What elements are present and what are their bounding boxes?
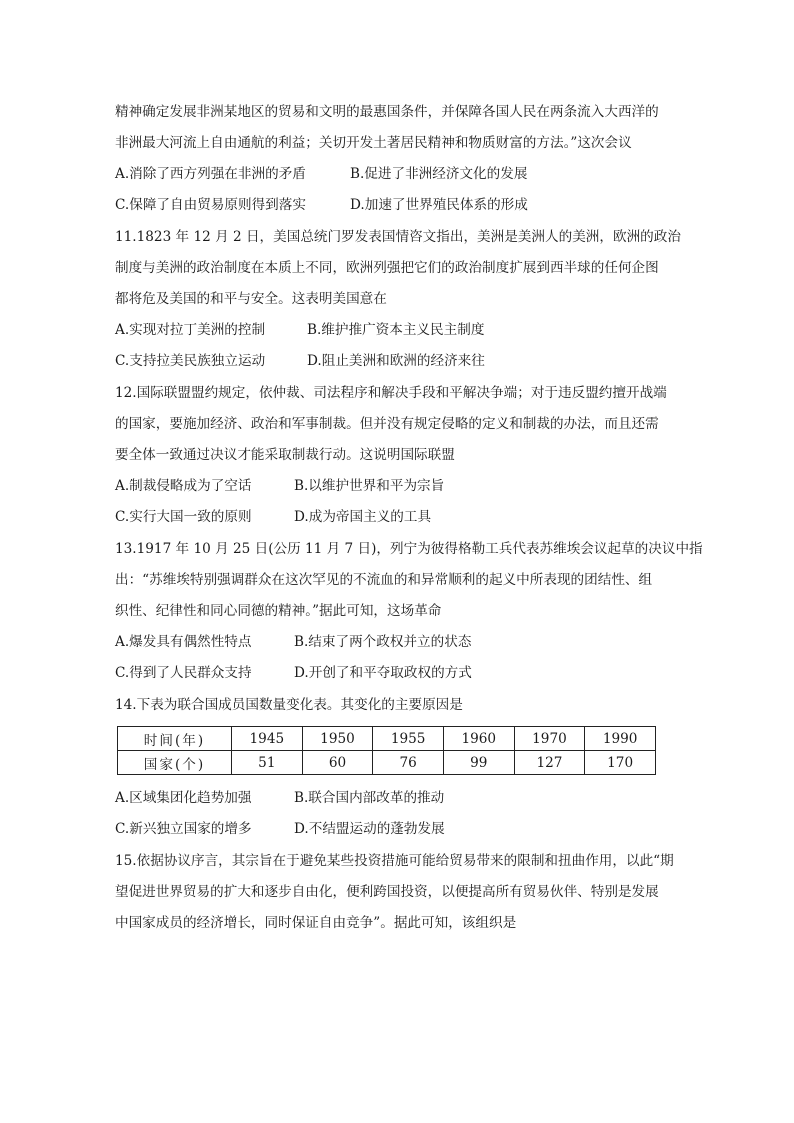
q13-option-c: C.得到了人民群众支持 bbox=[115, 665, 252, 681]
q11-option-c: C.支持拉美民族独立运动 bbox=[115, 353, 266, 369]
q11-option-b: B.维护推广资本主义民主制度 bbox=[307, 322, 485, 338]
q10-line-2: 非洲最大河流上自由通航的利益；关切开发土著居民精神和物质财富的方法。”这次会议 bbox=[115, 135, 632, 151]
q13-option-b: B.结束了两个政权并立的状态 bbox=[294, 634, 472, 650]
q10-line-1: 精神确定发展非洲某地区的贸易和文明的最惠国条件，并保障各国人民在两条流入大西洋的 bbox=[115, 104, 659, 120]
q15-line-3: 中国家成员的经济增长，同时保证自由竞争”。据此可知，该组织是 bbox=[115, 915, 517, 931]
table-cell-count: 76 bbox=[373, 751, 444, 775]
table-row-years bbox=[118, 727, 656, 751]
q13-option-d: D.开创了和平夺取政权的方式 bbox=[294, 665, 472, 681]
q11-line-2: 制度与美洲的政治制度在本质上不同，欧洲列强把它们的政治制度扩展到西半球的任何企图 bbox=[115, 260, 659, 276]
table-cell-year: 1950 bbox=[302, 727, 373, 751]
q15-line-1: 15.依据协议序言，其宗旨在于避免某些投资措施可能给贸易带来的限制和扭曲作用，以此“期 bbox=[115, 853, 674, 869]
q14-option-a: A.区域集团化趋势加强 bbox=[115, 790, 252, 806]
table-cell-count: 51 bbox=[232, 751, 303, 775]
q13-line-2: 出：“苏维埃特别强调群众在这次罕见的不流血的和异常顺利的起义中所表现的团结性、组 bbox=[115, 572, 653, 588]
table-cell-year: 1970 bbox=[514, 727, 585, 751]
table-cell-count: 60 bbox=[302, 751, 373, 775]
q13-line-3: 织性、纪律性和同心同德的精神。”据此可知，这场革命 bbox=[115, 603, 442, 619]
q11-option-d: D.阻止美洲和欧洲的经济来往 bbox=[307, 353, 485, 369]
q11-line-3: 都将危及美国的和平与安全。这表明美国意在 bbox=[115, 291, 387, 307]
table-cell-year: 1990 bbox=[585, 727, 656, 751]
table-cell-year: 1945 bbox=[232, 727, 303, 751]
un-membership-table bbox=[117, 726, 656, 775]
q11-option-a: A.实现对拉丁美洲的控制 bbox=[115, 322, 266, 338]
q12-line-2: 的国家，要施加经济、政治和军事制裁。但并没有规定侵略的定义和制裁的办法，而且还需 bbox=[115, 416, 659, 432]
table-cell-count: 127 bbox=[514, 751, 585, 775]
table-cell-year: 1960 bbox=[443, 727, 514, 751]
q13-option-a: A.爆发具有偶然性特点 bbox=[115, 634, 252, 650]
q10-option-a: A.消除了西方列强在非洲的矛盾 bbox=[115, 166, 306, 182]
q10-option-c: C.保障了自由贸易原则得到落实 bbox=[115, 197, 306, 213]
table-cell-count: 170 bbox=[585, 751, 656, 775]
q11-line-1: 11.1823 年 12 月 2 日，美国总统门罗发表国情咨文指出，美洲是美洲人的美洲，欧洲的政治 bbox=[115, 229, 681, 245]
q12-option-b: B.以维护世界和平为宗旨 bbox=[294, 478, 445, 494]
table-cell-year: 1955 bbox=[373, 727, 444, 751]
q14-option-b: B.联合国内部改革的推动 bbox=[294, 790, 445, 806]
q12-line-3: 要全体一致通过决议才能采取制裁行动。这说明国际联盟 bbox=[115, 447, 455, 463]
q10-option-b: B.促进了非洲经济文化的发展 bbox=[350, 166, 528, 182]
q15-line-2: 望促进世界贸易的扩大和逐步自由化，便利跨国投资，以便提高所有贸易伙伴、特别是发展 bbox=[115, 884, 659, 900]
table-cell-count: 99 bbox=[443, 751, 514, 775]
q12-option-c: C.实行大国一致的原则 bbox=[115, 509, 252, 525]
q14-option-d: D.不结盟运动的蓬勃发展 bbox=[294, 821, 445, 837]
q10-option-d: D.加速了世界殖民体系的形成 bbox=[350, 197, 528, 213]
q12-option-d: D.成为帝国主义的工具 bbox=[294, 509, 432, 525]
q14-line-1: 14.下表为联合国成员国数量变化表。其变化的主要原因是 bbox=[115, 697, 463, 713]
table-row-counts bbox=[118, 751, 656, 775]
table-header-countries: 国家(个) bbox=[118, 751, 232, 775]
q14-option-c: C.新兴独立国家的增多 bbox=[115, 821, 252, 837]
q13-line-1: 13.1917 年 10 月 25 日(公历 11 月 7 日)，列宁为彼得格勒工兵代表苏维埃会议起草的决议中指 bbox=[115, 541, 703, 557]
table-header-time: 时间(年) bbox=[118, 727, 232, 751]
q12-option-a: A.制裁侵略成为了空话 bbox=[115, 478, 252, 494]
q12-line-1: 12.国际联盟盟约规定，依仲裁、司法程序和解决手段和平解决争端；对于违反盟约擅开战端 bbox=[115, 385, 667, 401]
